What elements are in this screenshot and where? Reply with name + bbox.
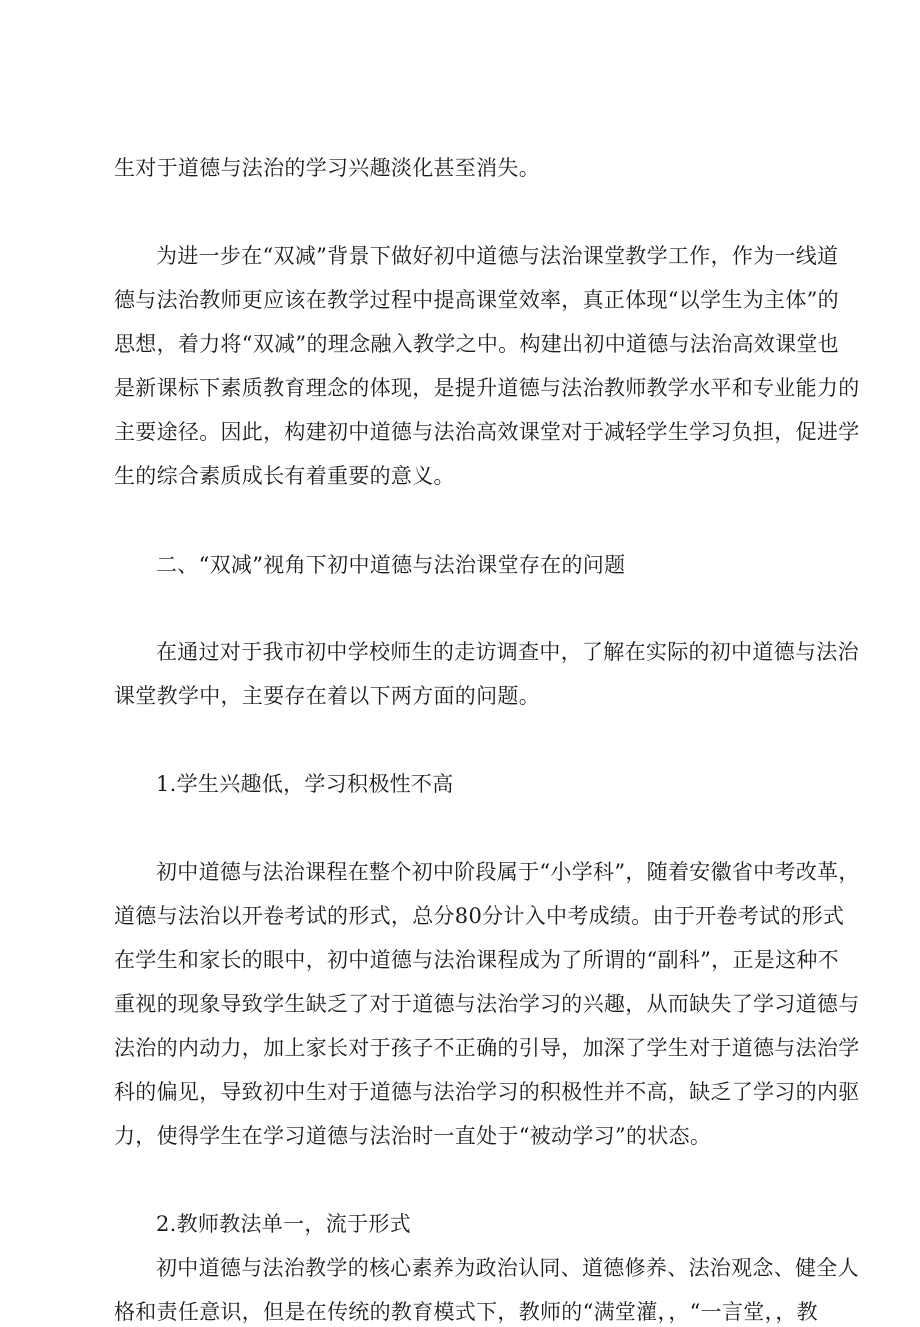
paragraph-line: 力，使得学生在学习道德与法治时一直处于“被动学习”的状态。 (114, 1124, 712, 1148)
paragraph-line: 法治的内动力，加上家长对于孩子不正确的引导，加深了学生对于道德与法治学 (114, 1036, 860, 1060)
paragraph-line: 思想，着力将“双减”的理念融入教学之中。构建出初中道德与法治高效课堂也 (114, 332, 839, 356)
paragraph-line: 在学生和家长的眼中，初中道德与法治课程成为了所谓的“副科”，正是这种不 (114, 948, 839, 972)
section-heading: 二、“双减”视角下初中道德与法治课堂存在的问题 (156, 553, 626, 577)
subsection-heading: 2.教师教法单一，流于形式 (156, 1212, 411, 1236)
paragraph-line: 在通过对于我市初中学校师生的走访调查中，了解在实际的初中道德与法治 (156, 640, 859, 664)
paragraph-line: 德与法治教师更应该在教学过程中提高课堂效率，真正体现“以学生为主体”的 (114, 288, 839, 312)
paragraph-line: 格和责任意识，但是在传统的教育模式下，教师的“满堂灌，，“一言堂，，教 (114, 1300, 818, 1324)
paragraph-line: 初中道德与法治课程在整个初中阶段属于“小学科”，随着安徽省中考改革， (156, 860, 860, 884)
paragraph-line: 为进一步在“双减”背景下做好初中道德与法治课堂教学工作，作为一线道 (156, 244, 839, 268)
paragraph-line: 重视的现象导致学生缺乏了对于道德与法治学习的兴趣，从而缺失了学习道德与 (114, 992, 860, 1016)
paragraph-line: 科的偏见，导致初中生对于道德与法治学习的积极性并不高，缺乏了学习的内驱 (114, 1080, 860, 1104)
paragraph-line: 是新课标下素质教育理念的体现，是提升道德与法治教师教学水平和专业能力的 (114, 376, 860, 400)
paragraph-line: 初中道德与法治教学的核心素养为政治认同、道德修养、法治观念、健全人 (156, 1256, 859, 1280)
paragraph-line: 生对于道德与法治的学习兴趣淡化甚至消失。 (114, 156, 540, 180)
paragraph-line: 生的综合素质成长有着重要的意义。 (114, 464, 455, 488)
paragraph-line: 道德与法治以开卷考试的形式，总分80分计入中考成绩。由于开卷考试的形式 (114, 904, 845, 928)
paragraph-line: 主要途径。因此，构建初中道德与法治高效课堂对于减轻学生学习负担，促进学 (114, 420, 860, 444)
paragraph-line: 课堂教学中，主要存在着以下两方面的问题。 (114, 684, 540, 708)
subsection-heading: 1.学生兴趣低，学习积极性不高 (156, 772, 454, 796)
